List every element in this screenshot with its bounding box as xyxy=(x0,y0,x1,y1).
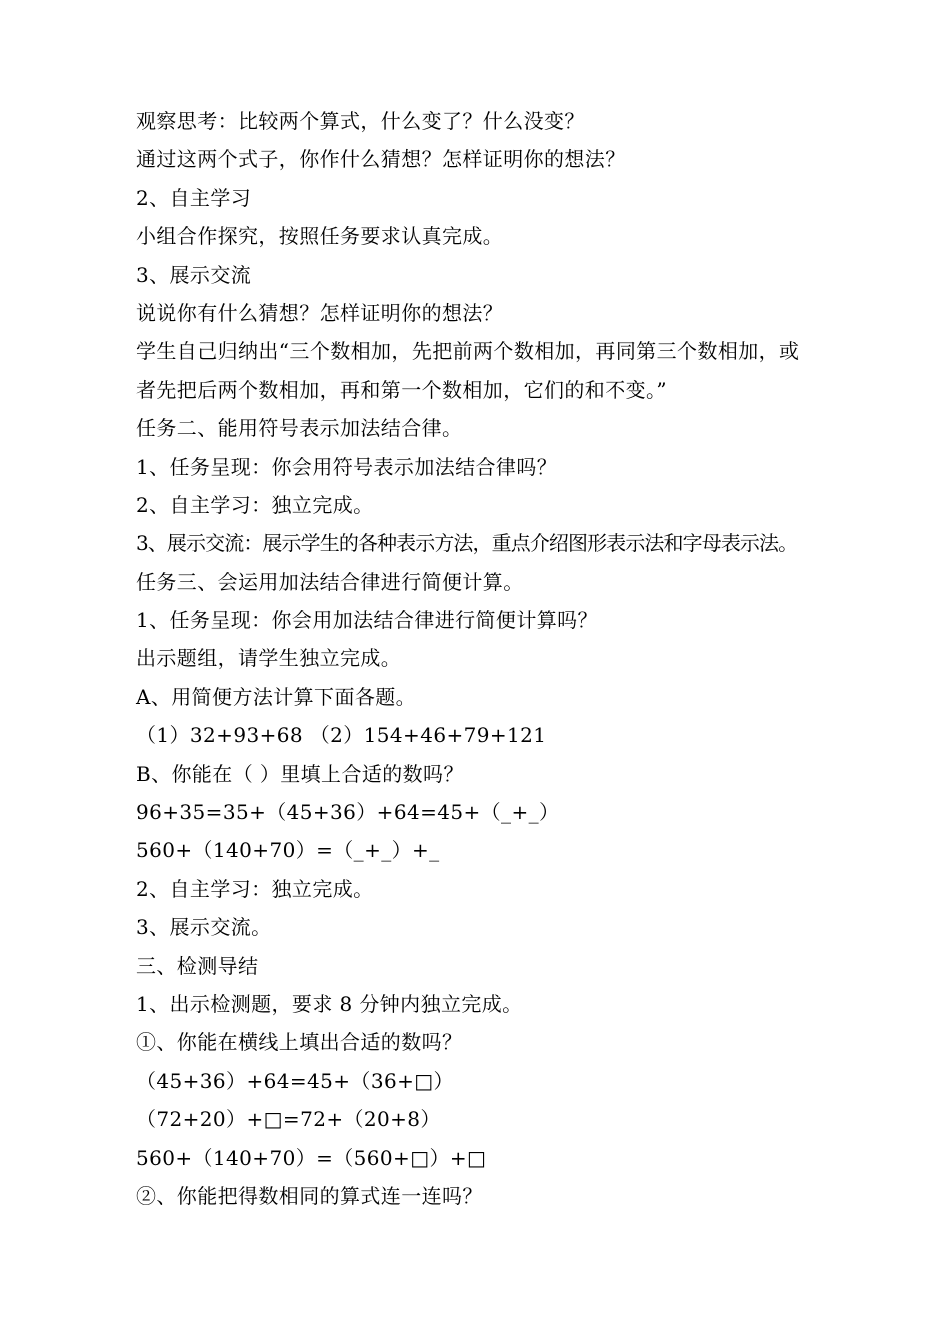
math-expression: 96+35=35+（45+36）+64=45+（_+_） xyxy=(136,800,560,825)
math-expression: （72+20）+□=72+（20+8） xyxy=(136,1107,441,1132)
exercise-heading: ②、你能把得数相同的算式连一连吗？ xyxy=(136,1183,483,1208)
task-heading: 任务二、能用符号表示加法结合律。 xyxy=(136,416,463,441)
text-line: 2、自主学习：独立完成。 xyxy=(136,492,374,517)
math-expression: （1）32+93+68 （2）154+46+79+121 xyxy=(136,723,547,748)
math-expression: 560+（140+70）=（560+□）+□ xyxy=(136,1145,487,1170)
text-line: 1、出示检测题，要求 8 分钟内独立完成。 xyxy=(136,991,523,1016)
text-line: 说说你有什么猜想？怎样证明你的想法？ xyxy=(136,300,504,325)
text-line: 1、任务呈现：你会用符号表示加法结合律吗？ xyxy=(136,454,558,479)
math-expression: （45+36）+64=45+（36+□） xyxy=(136,1068,454,1093)
text-line: 2、自主学习：独立完成。 xyxy=(136,876,374,901)
text-line: 学生自己归纳出“三个数相加，先把前两个数相加，再同第三个数相加，或 xyxy=(136,339,800,364)
section-heading: 2、自主学习 xyxy=(136,185,252,210)
text-line: 出示题组，请学生独立完成。 xyxy=(136,646,402,671)
text-line: 3、展示交流。 xyxy=(136,915,272,940)
exercise-heading: ①、你能在横线上填出合适的数吗？ xyxy=(136,1030,463,1055)
task-heading: 任务三、会运用加法结合律进行简便计算。 xyxy=(136,569,524,594)
section-heading: 3、展示交流 xyxy=(136,262,252,287)
text-line: 1、任务呈现：你会用加法结合律进行简便计算吗？ xyxy=(136,608,598,633)
text-line: 通过这两个式子，你作什么猜想？怎样证明你的想法？ xyxy=(136,147,626,172)
text-line: 者先把后两个数相加，再和第一个数相加，它们的和不变。” xyxy=(136,377,668,402)
text-line: 小组合作探究，按照任务要求认真完成。 xyxy=(136,224,504,249)
math-expression: 560+（140+70）=（_+_）+_ xyxy=(136,838,440,863)
text-line: 3、展示交流：展示学生的各种表示方法，重点介绍图形表示法和字母表示法。 xyxy=(136,531,798,556)
section-heading: 三、检测导结 xyxy=(136,953,259,978)
exercise-heading: A、用简便方法计算下面各题。 xyxy=(136,684,417,709)
text-line: 观察思考：比较两个算式，什么变了？什么没变？ xyxy=(136,109,585,133)
exercise-heading: B、你能在（ ）里填上合适的数吗？ xyxy=(136,761,464,786)
document-body xyxy=(136,102,876,1215)
